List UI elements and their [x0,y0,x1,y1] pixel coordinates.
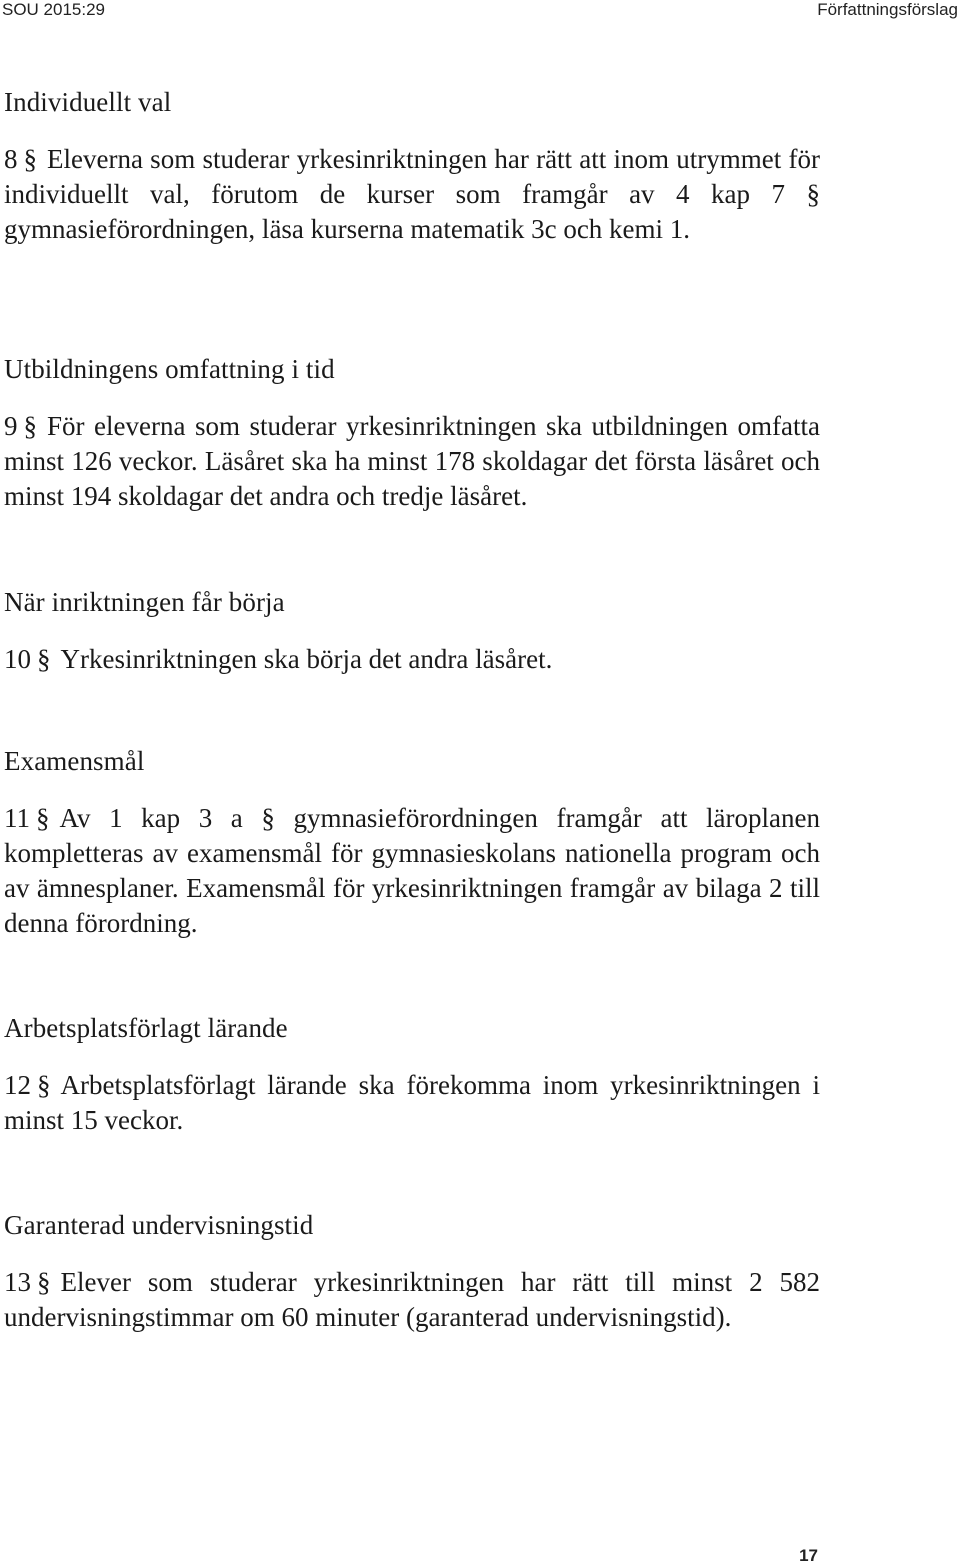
paragraph [4,1068,820,1138]
section-sign: § [37,644,51,674]
paragraph-text: Arbetsplatsförlagt lärande ska förekomma inom yrkesinriktningen i minst 15 veckor. [4,1070,820,1135]
paragraph [4,1265,820,1335]
chapter-title: Författningsförslag [817,0,958,19]
paragraph [4,801,820,941]
section-heading: Arbetsplatsförlagt lärande [4,1013,288,1043]
paragraph-text: Elever som studerar yrkesinriktningen har rätt till minst 2 582 undervisningstimmar om 60 minuter (garanterad undervisningstid). [4,1267,820,1332]
section-individuellt-val [4,84,820,247]
section-sign: § [37,1267,51,1297]
paragraph-text: Yrkesinriktningen ska börja det andra läsåret. [60,644,553,674]
paragraph-number: 13 [4,1267,31,1297]
document-reference: SOU 2015:29 [2,0,106,19]
page-header [0,0,960,24]
section-sign: § [37,1070,51,1100]
paragraph-text: Av 1 kap 3 a § gymnasieförordningen framgår att läroplanen kompletteras av examensmål för gymnasieskolans nationella program och av ämnesplaner. Examensmål för yrkesinriktningen framgår av bilaga 2 till denna förordning. [4,803,820,938]
section-arbetsplatsforlagt-larande [4,1010,820,1138]
section-heading: Utbildningens omfattning i tid [4,354,335,384]
section-sign: § [36,803,50,833]
paragraph-text: För eleverna som studerar yrkesinriktningen ska utbildningen omfatta minst 126 veckor. Läsåret ska ha minst 178 skoldagar det första läsåret och minst 194 skoldagar det andra och tredje läsåret. [4,411,820,511]
paragraph [4,409,820,514]
section-garanterad-undervisningstid [4,1207,820,1335]
paragraph-text: Eleverna som studerar yrkesinriktningen har rätt att inom utrymmet för individuellt val, förutom de kurser som framgår av 4 kap 7 § gymnasieförordningen, läsa kurserna matematik 3c och kemi 1. [4,144,820,244]
section-heading: När inriktningen får börja [4,587,285,617]
page-number: 17 [799,1546,818,1565]
section-utbildningens-omfattning [4,351,820,514]
paragraph-number: 12 [4,1070,31,1100]
paragraph-number: 11 [4,803,30,833]
paragraph [4,642,820,677]
paragraph [4,142,820,247]
section-sign: § [23,144,37,174]
section-heading: Individuellt val [4,87,172,117]
paragraph-number: 8 [4,144,18,174]
section-heading: Examensmål [4,746,145,776]
paragraph-number: 9 [4,411,18,441]
section-sign: § [23,411,37,441]
paragraph-number: 10 [4,644,31,674]
section-examensmal [4,743,820,941]
section-nar-inriktningen [4,584,820,677]
section-heading: Garanterad undervisningstid [4,1210,314,1240]
